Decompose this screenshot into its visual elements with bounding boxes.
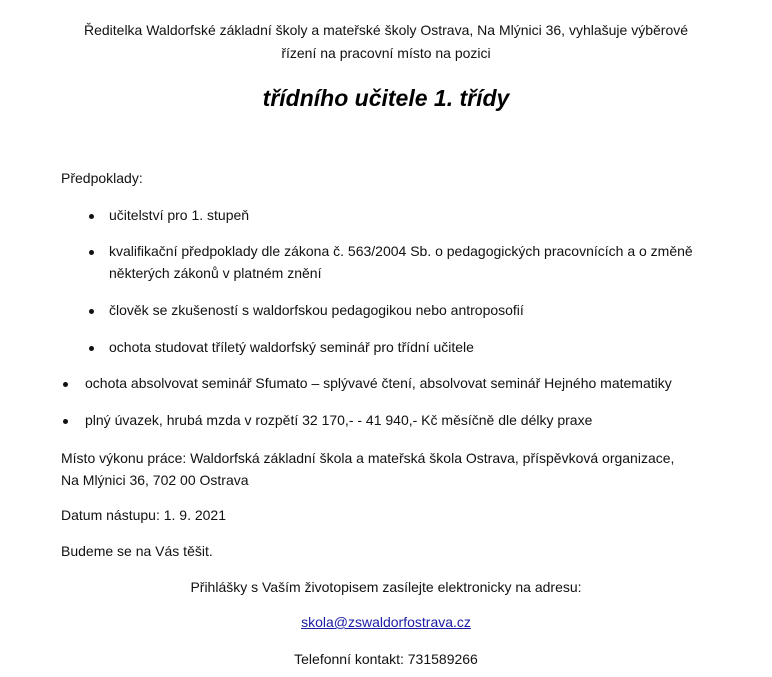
bullet-icon [89, 309, 94, 314]
start-date: Datum nástupu: 1. 9. 2021 [61, 507, 226, 523]
workplace-line-2: Na Mlýnici 36, 702 00 Ostrava [61, 472, 249, 488]
bullet-icon [89, 250, 94, 255]
requirement-text: ochota absolvovat seminář Sfumato – splývavé čtení, absolvovat seminář Hejného matematiky [85, 375, 672, 391]
workplace-line-1: Místo výkonu práce: Waldorfská základní škola a mateřská škola Ostrava, příspěvková organizace, [61, 450, 675, 466]
position-title: třídního učitele 1. třídy [262, 85, 510, 111]
bullet-icon [63, 382, 68, 387]
application-instructions: Přihlášky s Vaším životopisem zasílejte elektronicky na adresu: [190, 579, 582, 595]
email-link[interactable]: skola@zswaldorfostrava.cz [301, 614, 471, 630]
header-line-2: řízení na pracovní místo na pozici [281, 45, 491, 61]
bullet-icon [63, 419, 68, 424]
bullet-icon [89, 346, 94, 351]
closing-text: Budeme se na Vás těšit. [61, 543, 213, 559]
requirement-text: ochota studovat tříletý waldorfský seminář pro třídní učitele [109, 339, 474, 355]
header-line-1: Ředitelka Waldorfské základní školy a mateřské školy Ostrava, Na Mlýnici 36, vyhlašuje výběrové [83, 22, 689, 38]
email-row [0, 614, 772, 630]
workplace-paragraph [61, 447, 743, 491]
requirement-text: plný úvazek, hrubá mzda v rozpětí 32 170,- - 41 940,- Kč měsíčně dle délky praxe [85, 412, 593, 428]
requirement-text-line-1: kvalifikační předpoklady dle zákona č. 563/2004 Sb. o pedagogických pracovnících a o změně [109, 243, 693, 259]
requirement-text: učitelství pro 1. stupeň [109, 207, 250, 223]
phone-contact: Telefonní kontakt: 731589266 [294, 651, 478, 667]
requirement-text: člověk se zkušeností s waldorfskou pedagogikou nebo antroposofií [109, 302, 524, 318]
bullet-icon [89, 214, 94, 219]
requirements-heading: Předpoklady: [61, 170, 143, 186]
requirement-text-line-2: některých zákonů v platném znění [109, 265, 322, 281]
